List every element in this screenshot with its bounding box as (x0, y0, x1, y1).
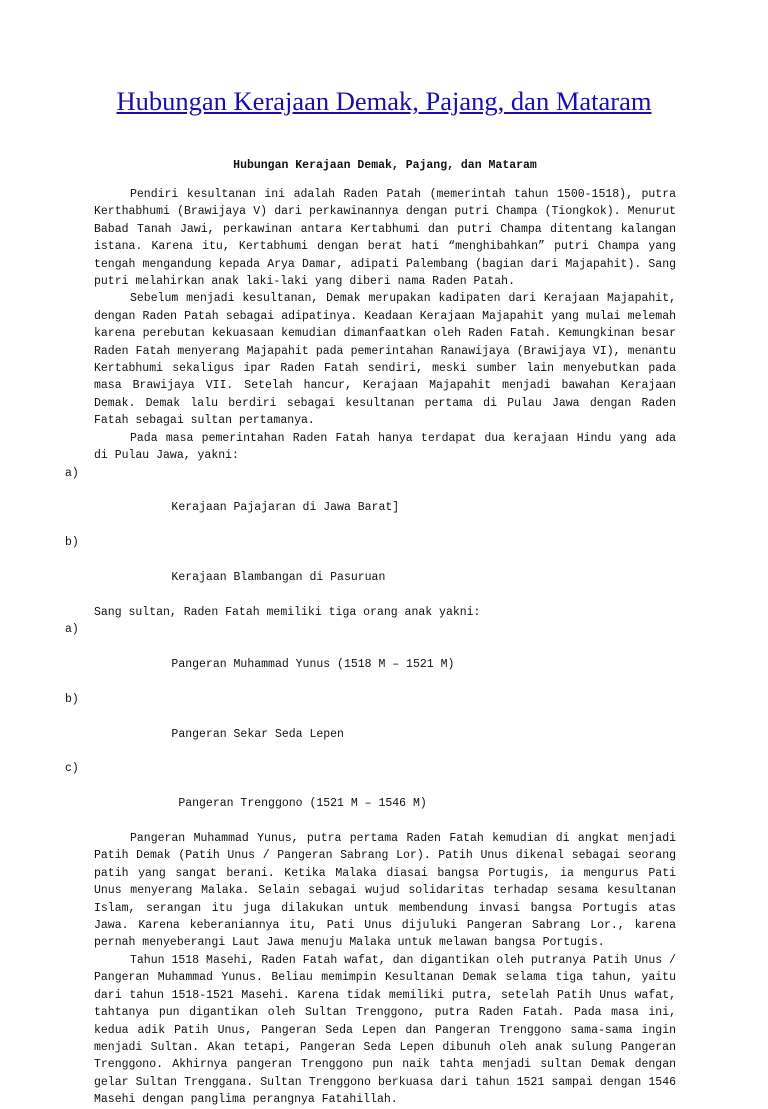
list-marker: c) (65, 762, 79, 776)
list-item-text: Pangeran Trenggono (1521 M – 1546 M) (171, 797, 427, 811)
paragraph: Sebelum menjadi kesultanan, Demak merupakan kadipaten dari Kerajaan Majapahit, dengan Raden Patah sebagai adipatinya. Keadaan Kerajaan Majapahit yang mulai melemah karena perebutan kekuasaan kemudian dimanfaatkan oleh Raden Fatah. Kemungkinan besar Raden Fatah menyerang Majapahit pada pemerintahan Ranawijaya (Brawijaya VI), menantu Kertabhumi sekaligus ipar Raden Fatah sendiri, meski sumber lain menyebutkan pada masa Brawijaya VII. Setelah hancur, Kerajaan Majapahit menjadi bawahan Kerajaan Demak. Demak lalu berdiri sebagai kesultanan pertama di Pulau Jawa dengan Raden Fatah sebagai sultan pertamanya. (94, 292, 676, 428)
list-marker: b) (65, 692, 79, 706)
list-item (65, 760, 676, 830)
list-item-text: Pangeran Muhammad Yunus (1518 M – 1521 M) (171, 657, 455, 671)
list-marker: a) (65, 466, 79, 480)
paragraph: Pada masa pemerintahan Raden Fatah hanya terdapat dua kerajaan Hindu yang ada di Pulau Jawa, yakni: (94, 431, 676, 463)
list-item (65, 534, 676, 604)
list-item-text: Kerajaan Blambangan di Pasuruan (171, 570, 386, 584)
list-item (65, 691, 676, 761)
paragraph: Pangeran Muhammad Yunus, putra pertama Raden Fatah kemudian di angkat menjadi Patih Demak (Patih Unus / Pangeran Sabrang Lor). Patih Unus dikenal sebagai seorang patih yang sangat berani. Ketika Malaka diasai bangsa Portugis, ia mengurus Pati Unus menyerang Malaka. Selain sebagai wujud solidaritas terhadap sesama kesultanan Islam, serangan itu juga dilakukan untuk membendung invasi bangsa Portugis atas Jawa. Karena keberaniannya itu, Pati Unus dijuluki Pangeran Sabrang Lor., karena pernah menyeberangi Laut Jawa menuju Malaka untuk melawan bangsa Portugis. (94, 832, 676, 950)
paragraph: Tahun 1518 Masehi, Raden Fatah wafat, dan digantikan oleh putranya Patih Unus / Pangeran Muhammad Yunus. Beliau memimpin Kesultanan Demak selama tiga tahun, yaitu dari tahun 1518-1521 Masehi. Karena tidak memiliki putra, setelah Patih Unus wafat, tahtanya pun digantikan oleh Sultan Trenggono, putra Raden Fatah. Pada masa ini, kedua adik Patih Unus, Pangeran Seda Lepen dan Pangeran Trenggono sama-sama ingin menjadi Sultan. Akan tetapi, Pangeran Seda Lepen dibunuh oleh anak sulung Pangeran Trenggono. Akhirnya pangeran Trenggono pun naik tahta menjadi sultan Demak dengan gelar Sultan Trenggana. Sultan Trenggono berkuasa dari tahun 1521 sampai dengan 1546 Masehi dengan panglima perangnya Fatahillah. (94, 953, 676, 1107)
list-item-text: Kerajaan Pajajaran di Jawa Barat] (171, 501, 400, 515)
paragraph: Pendiri kesultanan ini adalah Raden Patah (memerintah tahun 1500-1518), putra Kerthabhumi (Brawijaya V) dari perkawinannya dengan putri Champa (Tiongkok). Menurut Babad Tanah Jawi, perkawinan antara Kertabhumi dan putri Champa ditentang kalangan istana. Karena itu, Kertabhumi dengan berat hati “menghibahkan” putri Champa yang tengah mengandung kepada Arya Damar, adipati Palembang (bagian dari Majapahit). Sang putri melahirkan anak laki-laki yang diberi nama Raden Patah. (94, 188, 676, 289)
page-title (110, 86, 658, 117)
list-marker: b) (65, 536, 79, 550)
document-subtitle: Hubungan Kerajaan Demak, Pajang, dan Mataram (233, 159, 537, 172)
list-marker: a) (65, 623, 79, 637)
title-link[interactable]: Hubungan Kerajaan Demak, Pajang, dan Mataram (116, 86, 652, 116)
sons-intro: Sang sultan, Raden Fatah memiliki tiga orang anak yakni: (94, 605, 481, 619)
document-body (65, 186, 676, 1109)
list-item-text: Pangeran Sekar Seda Lepen (171, 727, 344, 741)
list-item (65, 621, 676, 691)
list-item (65, 465, 676, 535)
